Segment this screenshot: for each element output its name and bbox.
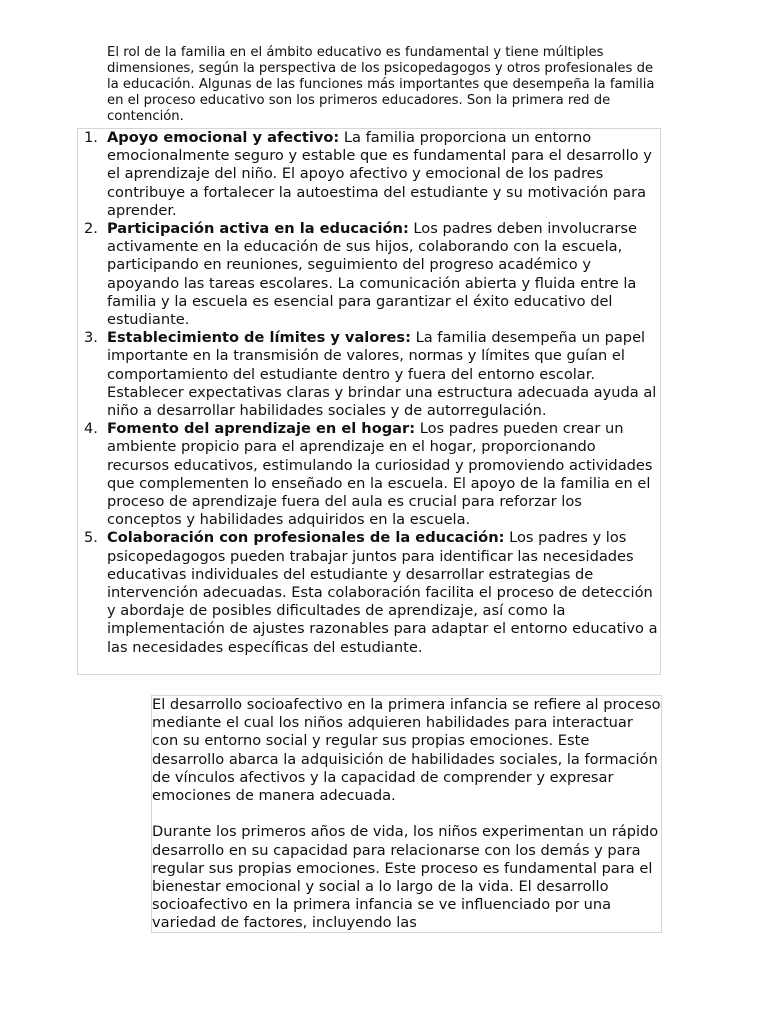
- item-title: Apoyo emocional y afectivo:: [107, 129, 340, 146]
- item-title: Colaboración con profesionales de la educación:: [107, 529, 505, 547]
- list-item: [78, 329, 660, 420]
- item-number: 1.: [84, 129, 98, 146]
- body-paragraph: El desarrollo socioafectivo en la primera infancia se refiere al proceso mediante el cual los niños adquieren habilidades para interactuar con su entorno social y regular sus propias emociones. Este desarrollo abarca la adquisición de habilidades sociales, la formación de vínculos afectivos y la capacidad de comprender y expresar emociones de manera adecuada.: [152, 696, 661, 805]
- item-text: La familia desempeña un papel importante en la transmisión de valores, normas y límites que guían el comportamiento del estudiante dentro y fuera del entorno escolar. Establecer expectativas claras y brindar una estructura adecuada ayuda al niño a desarrollar habilidades sociales y de autorregulación.: [107, 329, 657, 420]
- item-title: Establecimiento de límites y valores:: [107, 329, 411, 347]
- item-number: 2.: [84, 220, 98, 238]
- intro-paragraph: El rol de la familia en el ámbito educativo es fundamental y tiene múltiples dimensiones, según la perspectiva de los psicopedagogos y otros profesionales de la educación. Algunas de las funciones más importantes que desempeña la familia en el proceso educativo son los primeros educadores. Son la primera red de contención.: [107, 45, 655, 124]
- list-item: [78, 529, 660, 656]
- item-text: Los padres y los psicopedagogos pueden trabajar juntos para identificar las necesidades educativas individuales del estudiante y desarrollar estrategias de intervención adecuadas. Esta colaboración facilita el proceso de detección y abordaje de posibles dificultades de aprendizaje, así como la implementación de ajustes razonables para adaptar el entorno educativo a las necesidades específicas del estudiante.: [107, 529, 658, 656]
- list-item: [78, 129, 660, 220]
- item-number: 4.: [84, 420, 98, 438]
- functions-list-box: [77, 128, 661, 675]
- list-item: [78, 220, 660, 329]
- list-item: [78, 420, 660, 529]
- item-number: 5.: [84, 529, 98, 547]
- item-number: 3.: [84, 329, 98, 347]
- item-text: La familia proporciona un entorno emocionalmente seguro y estable que es fundamental para el desarrollo y el aprendizaje del niño. El apoyo afectivo y emocional de los padres contribuye a fortalecer la autoestima del estudiante y su motivación para aprender.: [107, 129, 652, 219]
- item-title: Fomento del aprendizaje en el hogar:: [107, 420, 416, 438]
- socioafectivo-text-box: [151, 695, 662, 933]
- item-title: Participación activa en la educación:: [107, 220, 409, 238]
- functions-list: [78, 129, 660, 657]
- body-paragraph: Durante los primeros años de vida, los niños experimentan un rápido desarrollo en su capacidad para relacionarse con los demás y para regular sus propias emociones. Este proceso es fundamental para el bienestar emocional y social a lo largo de la vida. El desarrollo socioafectivo en la primera infancia se ve influenciado por una variedad de factores, incluyendo las: [152, 823, 659, 932]
- item-text: Los padres pueden crear un ambiente propicio para el aprendizaje en el hogar, proporcionando recursos educativos, estimulando la curiosidad y promoviendo actividades que complementen lo enseñado en la escuela. El apoyo de la familia en el proceso de aprendizaje fuera del aula es crucial para reforzar los conceptos y habilidades adquiridos en la escuela.: [107, 420, 653, 529]
- item-text: Los padres deben involucrarse activamente en la educación de sus hijos, colaborando con la escuela, participando en reuniones, seguimiento del progreso académico y apoyando las tareas escolares. La comunicación abierta y fluida entre la familia y la escuela es esencial para garantizar el éxito educativo del estudiante.: [107, 220, 637, 329]
